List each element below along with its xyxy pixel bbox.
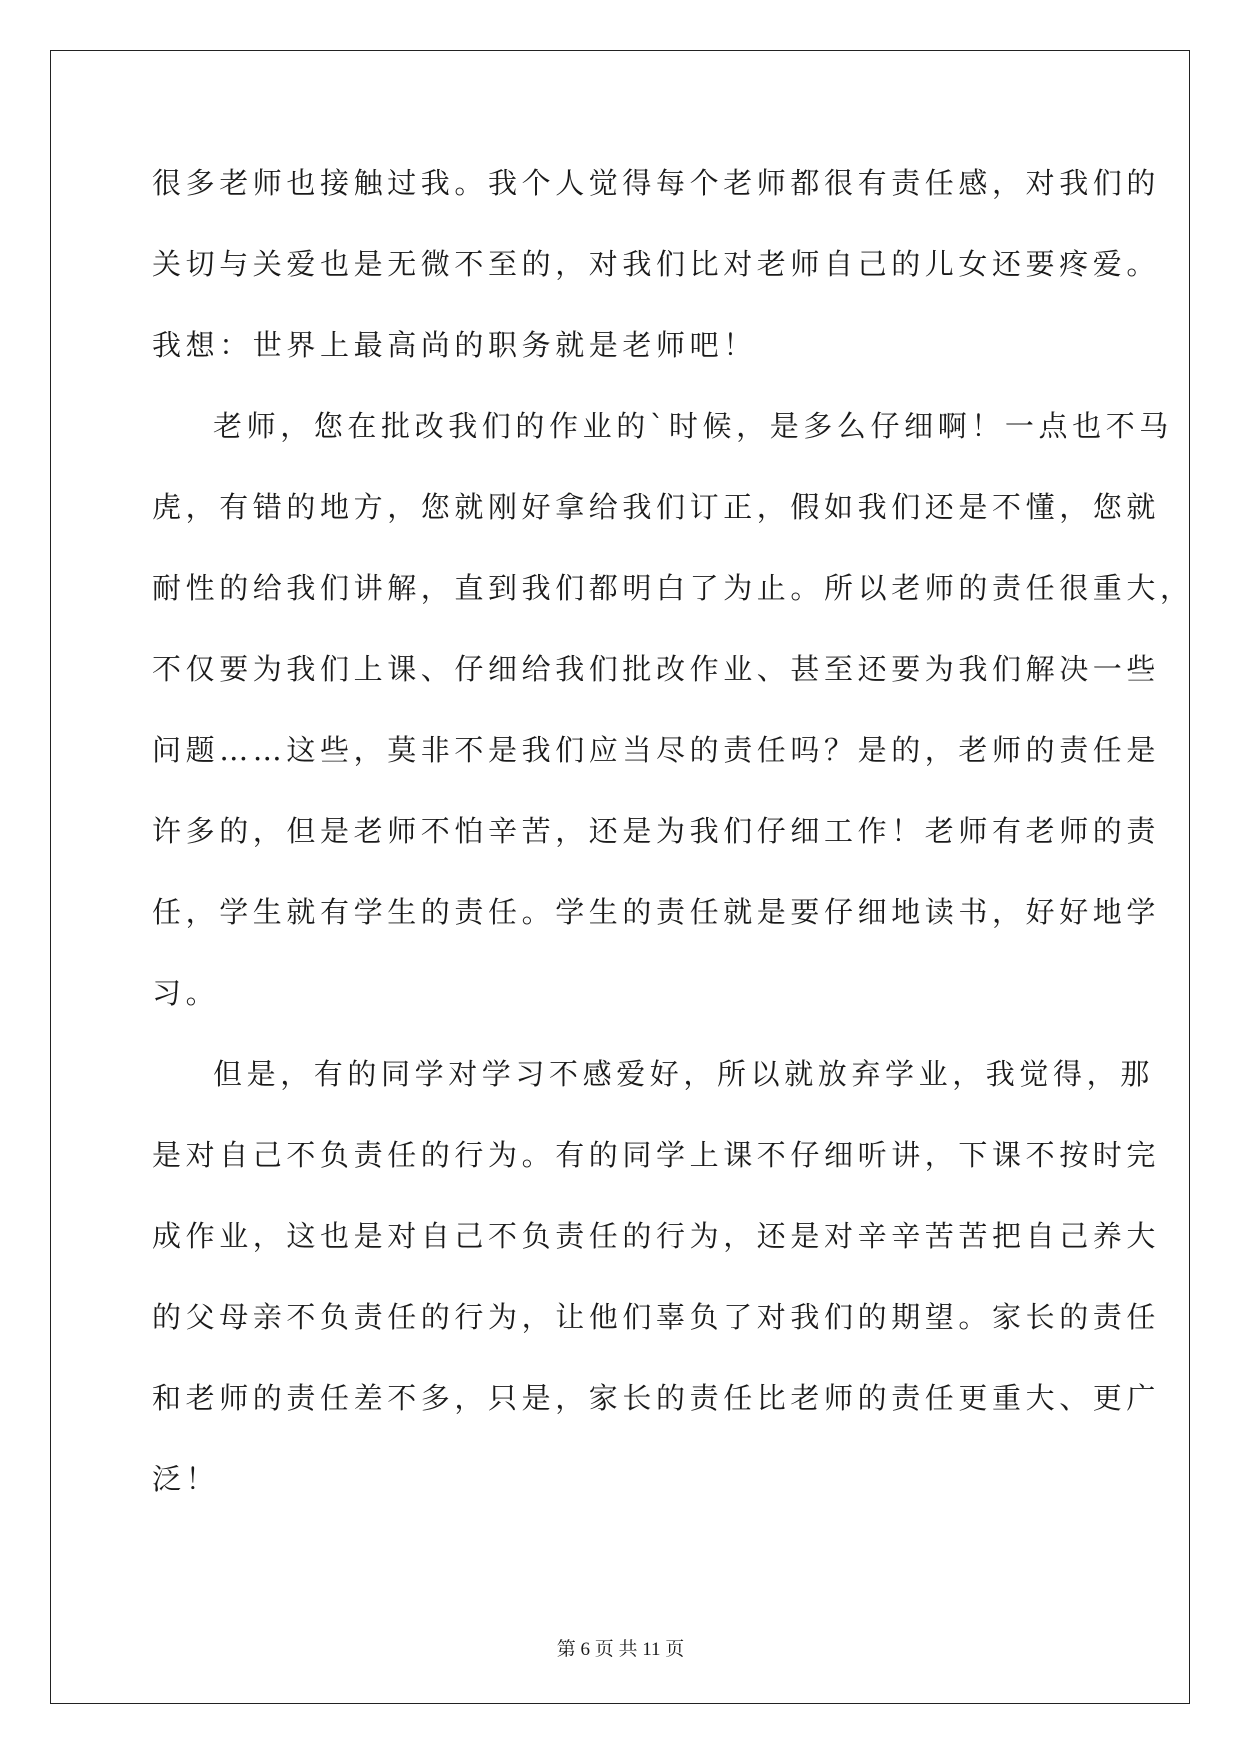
text-line: 是对自己不负责任的行为。有的同学上课不仔细听讲，下课不按时完 — [152, 1138, 1161, 1172]
text-line: 成作业，这也是对自己不负责任的行为，还是对辛辛苦苦把自己养大 — [152, 1219, 1161, 1253]
text-line: 泛！ — [152, 1462, 220, 1496]
text-line: 的父母亲不负责任的行为，让他们辜负了对我们的期望。家长的责任 — [152, 1300, 1161, 1334]
text-line: 习。 — [152, 976, 220, 1010]
text-line: 任，学生就有学生的责任。学生的责任就是要仔细地读书，好好地学 — [152, 895, 1161, 929]
paragraph-start-line: 但是，有的同学对学习不感爱好，所以就放弃学业，我觉得，那 — [213, 1057, 1154, 1091]
text-line: 我想：世界上最高尚的职务就是老师吧！ — [152, 328, 757, 362]
text-line: 耐性的给我们讲解，直到我们都明白了为止。所以老师的责任很重大， — [152, 571, 1194, 605]
text-line: 虎，有错的地方，您就刚好拿给我们订正，假如我们还是不懂，您就 — [152, 490, 1161, 524]
paragraph-start-line: 老师，您在批改我们的作业的`时候，是多么仔细啊！一点也不马 — [213, 409, 1173, 443]
text-line: 许多的，但是老师不怕辛苦，还是为我们仔细工作！老师有老师的责 — [152, 814, 1161, 848]
text-line: 关切与关爱也是无微不至的，对我们比对老师自己的儿女还要疼爱。 — [152, 247, 1161, 281]
document-body — [152, 160, 1194, 1537]
text-line: 和老师的责任差不多，只是，家长的责任比老师的责任更重大、更广 — [152, 1381, 1161, 1415]
text-line: 问题……这些，莫非不是我们应当尽的责任吗？是的，老师的责任是 — [152, 733, 1161, 767]
text-line: 不仅要为我们上课、仔细给我们批改作业、甚至还要为我们解决一些 — [152, 652, 1161, 686]
text-line: 很多老师也接触过我。我个人觉得每个老师都很有责任感，对我们的 — [152, 166, 1161, 200]
page-number: 第 6 页 共 11 页 — [556, 1639, 685, 1660]
